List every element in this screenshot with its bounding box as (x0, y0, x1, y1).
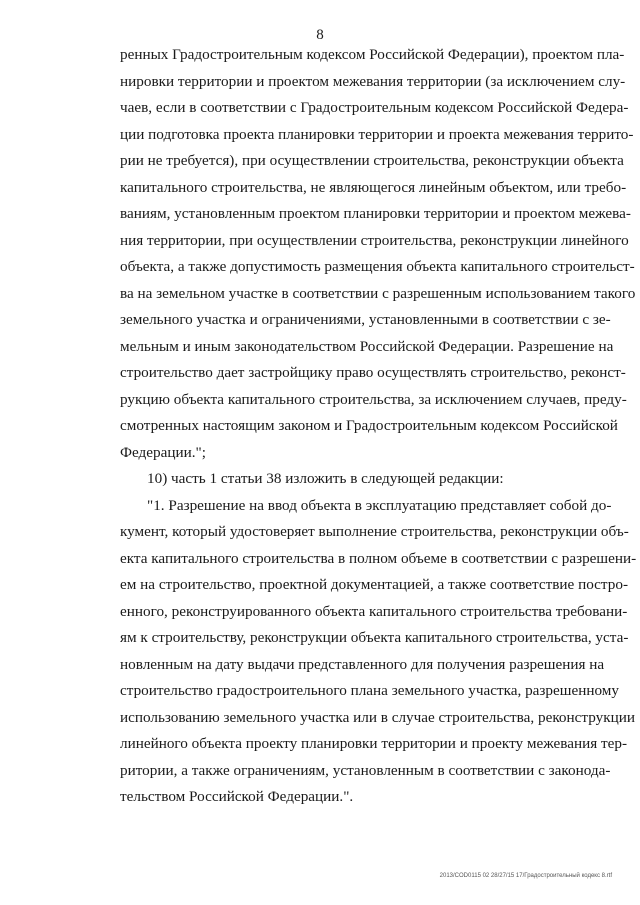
text-line: ции подготовка проекта планировки территории и проекта межевания террито- (120, 125, 634, 143)
text-line: земельного участка и ограничениями, установленными в соответствии с зе- (120, 311, 611, 328)
text-line: мельным и иным законодательством Российской Федерации. Разрешение на (120, 337, 614, 355)
footer-file-code: 2013/COD0115 02 28/27/15 17/Градостроительный кодекс 8.rtf (439, 873, 612, 879)
text-line: Федерации."; (120, 443, 206, 461)
text-line: объекта, а также допустимость размещения объекта капитального строительст- (120, 258, 635, 275)
text-line: смотренных настоящим законом и Градостроительным кодексом Российской (120, 417, 618, 434)
text-line: ния территории, при осуществлении строительства, реконструкции линейного (120, 231, 629, 249)
text-line: ренных Градостроительным кодексом Российской Федерации), проектом пла- (120, 46, 625, 63)
text-line: кумент, который удостоверяет выполнение строительства, реконструкции объ- (120, 523, 629, 540)
text-line: строительство градостроительного плана земельного участка, разрешенному (120, 682, 619, 699)
text-line: нировки территории и проектом межевания территории (за исключением слу- (120, 72, 626, 90)
text-line: тельством Российской Федерации.". (120, 788, 354, 805)
text-line: чаев, если в соответствии с Градостроительным кодексом Российской Федера- (120, 99, 629, 116)
text-line: ваниям, установленным проектом планировки территории и проектом межева- (120, 205, 631, 222)
page-number: 8 (316, 27, 324, 43)
text-line: линейного объекта проекту планировки территории и проекту межевания тер- (120, 735, 628, 752)
text-line: ем на строительство, проектной документацией, а также соответствие постро- (120, 576, 628, 593)
text-line: капитального строительства, не являющегося линейным объектом, или требо- (120, 178, 627, 196)
text-line: екта капитального строительства в полном объеме в соответствии с разрешени- (120, 549, 637, 567)
text-line: ритории, а также ограничениям, установленным в соответствии с законода- (120, 761, 611, 779)
text-line: ва на земельном участке в соответствии с разрешенным использованием такого (120, 284, 636, 302)
text-line: рукцию объекта капитального строительства, за исключением случаев, преду- (120, 390, 627, 408)
text-line: рии не требуется), при осуществлении строительства, реконструкции объекта (120, 152, 624, 169)
text-line: строительство дает застройщику право осуществлять строительство, реконст- (120, 364, 626, 381)
text-line: ям к строительству, реконструкции объекта капитального строительства, уста- (120, 629, 629, 646)
text-line: 10) часть 1 статьи 38 изложить в следующей редакции: (147, 470, 504, 487)
text-line: енного, реконструированного объекта капитального строительства требовани- (120, 602, 628, 620)
text-line: использованию земельного участка или в случае строительства, реконструкции (120, 708, 635, 726)
body-text (120, 42, 637, 811)
text-line: "1. Разрешение на ввод объекта в эксплуатацию представляет собой до- (147, 496, 612, 514)
text-line: новленным на дату выдачи представленного для получения разрешения на (120, 655, 605, 673)
